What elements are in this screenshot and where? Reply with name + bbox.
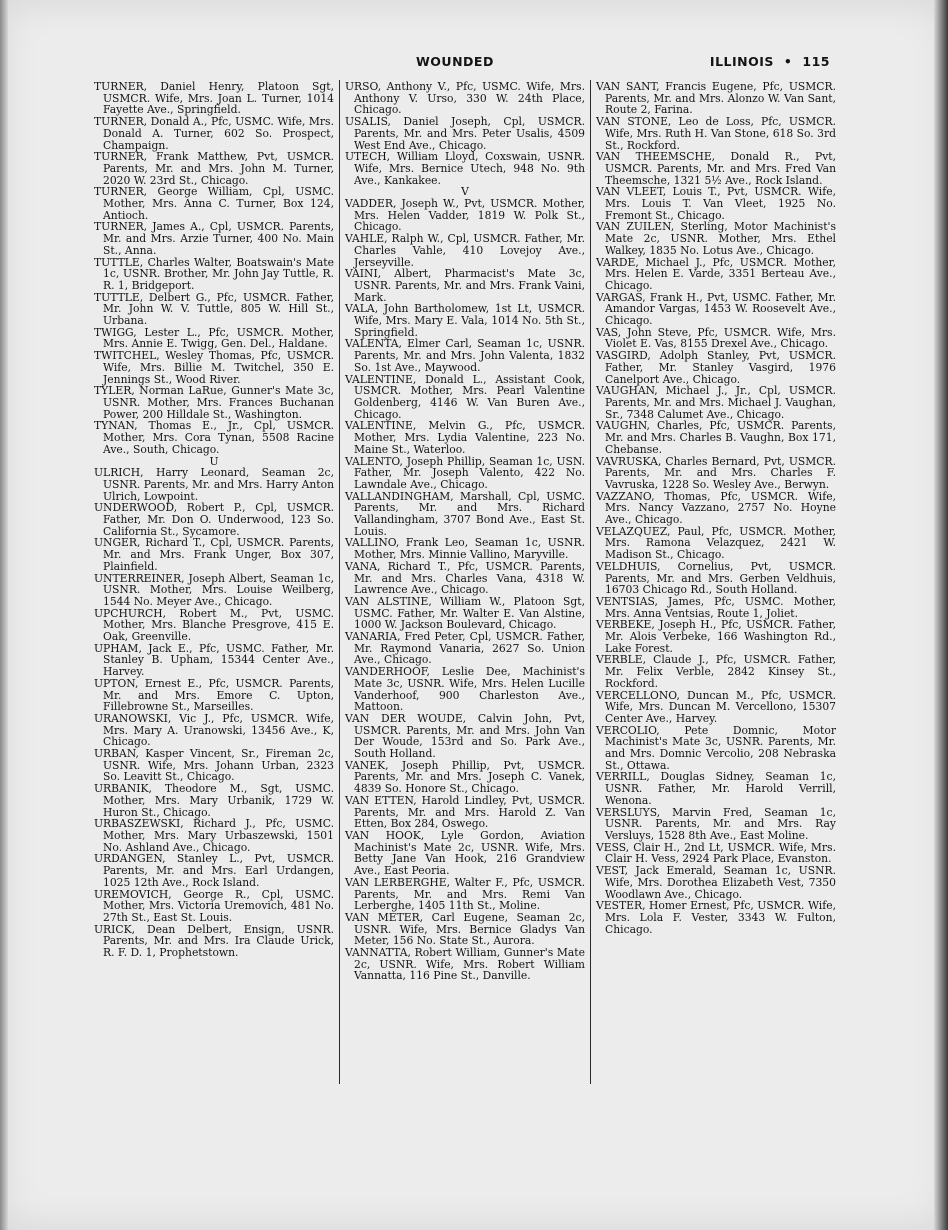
casualty-entry: UNGER, Richard T., Cpl, USMCR. Parents, Mr. and Mrs. Frank Unger, Box 307, Plainfield. [94,536,334,573]
casualty-entry: VELDHUIS, Cornelius, Pvt, USMCR. Parents, Mr. and Mrs. Gerben Veldhuis, 16703 Chicago Rd., South Holland. [596,559,836,597]
casualty-entry: URBANIK, Theodore M., Sgt, USMC. Mother, Mrs. Mary Urbanik, 1729 W. Huron St., Chicago. [94,782,334,819]
casualty-entry: VAHLE, Ralph W., Cpl, USMCR. Father, Mr. Charles Vahle, 410 Lovejoy Ave., Jerseyville. [345,232,585,269]
casualty-entry: VALENTINE, Melvin G., Pfc, USMCR. Mother, Mrs. Lydia Valentine, 223 No. Maine St., Waterloo. [345,419,585,456]
casualty-entry: ULRICH, Harry Leonard, Seaman 2c, USNR. Parents, Mr. and Mrs. Harry Anton Ulrich, Lowpoint. [94,466,334,503]
casualty-entry: VESS, Clair H., 2nd Lt, USMCR. Wife, Mrs. Clair H. Vess, 2924 Park Place, Evanston. [596,840,836,866]
page-edge-right [934,0,948,1230]
casualty-entry: VADDER, Joseph W., Pvt, USMCR. Mother, Mrs. Helen Vadder, 1819 W. Polk St., Chicago. [345,197,585,234]
casualty-entry: VARGAS, Frank H., Pvt, USMC. Father, Mr. Amandor Vargas, 1453 W. Roosevelt Ave., Chicago. [596,290,836,328]
casualty-entry: VAUGHAN, Michael J., Jr., Cpl, USMCR. Parents, Mr. and Mrs. Michael J. Vaughan, Sr., 7348 Calumet Ave., Chicago. [596,384,836,421]
section-letter: U [209,454,219,468]
casualty-entry: VANDERHOOF, Leslie Dee, Machinist's Mate 3c, USNR. Wife, Mrs. Helen Lucille Vanderhoof, 900 Charleston Ave., Mattoon. [345,665,585,714]
casualty-entry: UTECH, William Lloyd, Coxswain, USNR. Wife, Mrs. Bernice Utech, 948 No. 9th Ave., Kankakee. [345,150,585,187]
casualty-entry: VERRILL, Douglas Sidney, Seaman 1c, USNR. Father, Mr. Harold Verrill, Wenona. [596,770,836,807]
casualty-entry: VESTER, Homer Ernest, Pfc, USMCR. Wife, Mrs. Lola F. Vester, 3343 W. Fulton, Chicago. [596,899,836,936]
casualty-entry: UPTON, Ernest E., Pfc, USMCR. Parents, Mr. and Mrs. Emore C. Upton, Fillebrowne St., Marseilles. [94,676,334,714]
header-title: WOUNDED [416,54,494,69]
casualty-entry: UPCHURCH, Robert M., Pvt, USMC. Mother, Mrs. Blanche Presgrove, 415 E. Oak, Greenville. [94,606,334,644]
casualty-entry: TWITCHEL, Wesley Thomas, Pfc, USMCR. Wife, Mrs. Billie M. Twitchel, 350 E. Jennings St., Wood River. [94,349,334,386]
casualty-entry: VANARIA, Fred Peter, Cpl, USMCR. Father, Mr. Raymond Vanaria, 2627 So. Union Ave., Chicago. [345,630,585,667]
casualty-entry: VERCOLIO, Pete Domnic, Motor Machinist's Mate 3c, USNR. Parents, Mr. and Mrs. Domnic Vercolio, 208 Nebraska St., Ottawa. [596,723,836,772]
casualty-entry: VARDE, Michael J., Pfc, USMCR. Mother, Mrs. Helen E. Varde, 3351 Berteau Ave., Chicago. [596,255,836,292]
casualty-entry: VEST, Jack Emerald, Seaman 1c, USNR. Wife, Mrs. Dorothea Elizabeth Vest, 7350 Woodlawn Ave., Chicago. [596,864,836,901]
casualty-entry: VAN ALSTINE, William W., Platoon Sgt, USMC. Father, Mr. Walter E. Van Alstine, 1000 W. Jackson Boulevard, Chicago. [345,594,585,632]
header-right [710,54,830,69]
casualty-entry: VELAZQUEZ, Paul, Pfc, USMCR. Mother, Mrs. Ramona Velazquez, 2421 W. Madison St., Chicago. [596,524,836,562]
page-number: 115 [802,54,830,69]
casualty-entry: URSO, Anthony V., Pfc, USMC. Wife, Mrs. Anthony V. Urso, 330 W. 24th Place, Chicago. [345,80,585,117]
casualty-entry: VASGIRD, Adolph Stanley, Pvt, USMCR. Father, Mr. Stanley Vasgird, 1976 Canelport Ave., Chicago. [596,349,836,386]
casualty-entry: TURNER, Donald A., Pfc, USMC. Wife, Mrs. Donald A. Turner, 602 So. Prospect, Champaign. [94,115,334,152]
casualty-entry: VALENTINE, Donald L., Assistant Cook, USMCR. Mother, Mrs. Pearl Valentine Goldenberg, 4146 W. Van Buren Ave., Chicago. [345,372,585,421]
casualty-entry: VERBEKE, Joseph H., Pfc, USMCR. Father, Mr. Alois Verbeke, 166 Washington Rd., Lake Forest. [596,618,836,655]
casualty-entry: TYNAN, Thomas E., Jr., Cpl, USMCR. Mother, Mrs. Cora Tynan, 5508 Racine Ave., South, Chicago. [94,419,334,456]
casualty-entry: UPHAM, Jack E., Pfc, USMC. Father, Mr. Stanley B. Upham, 15344 Center Ave., Harvey. [94,641,334,679]
casualty-entry: UNDERWOOD, Robert P., Cpl, USMCR. Father, Mr. Don O. Underwood, 123 So. California St., Sycamore. [94,501,334,538]
casualty-entry: VALLINO, Frank Leo, Seaman 1c, USNR. Mother, Mrs. Minnie Vallino, Maryville. [345,536,585,562]
casualty-entry: VANNATTA, Robert William, Gunner's Mate 2c, USNR. Wife, Mrs. Robert William Vannatta, 116 Pine St., Danville. [345,946,585,983]
casualty-entry: VENTSIAS, James, Pfc, USMC. Mother, Mrs. Anna Ventsias, Route 1, Joliet. [596,594,836,620]
casualty-entry: VAINI, Albert, Pharmacist's Mate 3c, USNR. Parents, Mr. and Mrs. Frank Vaini, Mark. [345,267,585,304]
casualty-entry: VAS, John Steve, Pfc, USMCR. Wife, Mrs. Violet E. Vas, 8155 Drexel Ave., Chicago. [596,325,836,351]
page-edge-left [0,0,8,1230]
casualty-entry: VALLANDINGHAM, Marshall, Cpl, USMC. Parents, Mr. and Mrs. Richard Vallandingham, 3707 Bond Ave., East St. Louis. [345,489,585,538]
casualty-entry: VALA, John Bartholomew, 1st Lt, USMCR. Wife, Mrs. Mary E. Vala, 1014 No. 5th St., Springfield. [345,302,585,339]
casualty-entry: USALIS, Daniel Joseph, Cpl, USMCR. Parents, Mr. and Mrs. Peter Usalis, 4509 West End Ave., Chicago. [345,115,585,152]
casualty-entry: URICK, Dean Delbert, Ensign, USNR. Parents, Mr. and Mrs. Ira Claude Urick, R. F. D. 1, Prophetstown. [94,922,334,960]
casualty-entry: TYLER, Norman LaRue, Gunner's Mate 3c, USNR. Mother, Mrs. Frances Buchanan Power, 200 Hilldale St., Washington. [94,384,334,421]
casualty-entry: URBASZEWSKI, Richard J., Pfc, USMC. Mother, Mrs. Mary Urbaszewski, 1501 No. Ashland Ave., Chicago. [94,817,334,854]
casualty-entry: VALENTA, Elmer Carl, Seaman 1c, USNR. Parents, Mr. and Mrs. John Valenta, 1832 So. 1st Ave., Maywood. [345,337,585,374]
casualty-entry: VAUGHN, Charles, Pfc, USMCR. Parents, Mr. and Mrs. Charles B. Vaughn, Box 171, Chebanse. [596,419,836,456]
page-header [94,54,830,72]
casualty-entry: VERBLE, Claude J., Pfc, USMCR. Father, Mr. Felix Verble, 2842 Kinsey St., Rockford. [596,653,836,690]
casualty-entry: VANEK, Joseph Phillip, Pvt, USMCR. Parents, Mr. and Mrs. Joseph C. Vanek, 4839 So. Honore St., Chicago. [345,758,585,796]
column-1 [94,81,334,959]
casualty-entry: URDANGEN, Stanley L., Pvt, USMCR. Parents, Mr. and Mrs. Earl Urdangen, 1025 12th Ave., Rock Island. [94,852,334,889]
casualty-entry: URBAN, Kasper Vincent, Sr., Fireman 2c, USNR. Wife, Mrs. Johann Urban, 2323 So. Leavitt St., Chicago. [94,747,334,784]
casualty-entry: TURNER, George William, Cpl, USMC. Mother, Mrs. Anna C. Turner, Box 124, Antioch. [94,185,334,222]
casualty-entry: VAN ETTEN, Harold Lindley, Pvt, USMCR. Parents, Mr. and Mrs. Harold Z. Van Etten, Box 284, Oswego. [345,793,585,831]
casualty-entry: VAN STONE, Leo de Loss, Pfc, USMCR. Wife, Mrs. Ruth H. Van Stone, 618 So. 3rd St., Rockford. [596,115,836,152]
casualty-entry: VAN SANT, Francis Eugene, Pfc, USMCR. Parents, Mr. and Mrs. Alonzo W. Van Sant, Route 2, Farina. [596,80,836,117]
casualty-entry: VAN ZUILEN, Sterling, Motor Machinist's Mate 2c, USNR. Mother, Mrs. Ethel Walkey, 1835 No. Lotus Ave., Chicago. [596,220,836,257]
section-letter: V [461,185,469,199]
casualty-entry: VERCELLONO, Duncan M., Pfc, USMCR. Wife, Mrs. Duncan M. Vercellono, 15307 Center Ave., Harvey. [596,688,836,725]
casualty-entry: VAN LERBERGHE, Walter F., Pfc, USMCR. Parents, Mr. and Mrs. Remi Van Lerberghe, 1405 11th St., Moline. [345,875,585,913]
casualty-entry: TWIGG, Lester L., Pfc, USMCR. Mother, Mrs. Annie E. Twigg, Gen. Del., Haldane. [94,325,334,351]
column-divider-2 [590,80,591,1084]
casualty-entry: TURNER, Frank Matthew, Pvt, USMCR. Parents, Mr. and Mrs. John M. Turner, 2020 W. 23rd St., Chicago. [94,150,334,187]
casualty-entry: URANOWSKI, Vic J., Pfc, USMCR. Wife, Mrs. Mary A. Uranowski, 13456 Ave., K, Chicago. [94,711,334,749]
column-2 [345,81,585,982]
casualty-entry: VERSLUYS, Marvin Fred, Seaman 1c, USNR. Parents, Mr. and Mrs. Ray Versluys, 1528 8th Ave., East Moline. [596,805,836,842]
casualty-entry: VAZZANO, Thomas, Pfc, USMCR. Wife, Mrs. Nancy Vazzano, 2757 No. Hoyne Ave., Chicago. [596,489,836,527]
casualty-entry: VAVRUSKA, Charles Bernard, Pvt, USMCR. Parents, Mr. and Mrs. Charles F. Vavruska, 1228 So. Wesley Ave., Berwyn. [596,454,836,491]
casualty-entry: UNTERREINER, Joseph Albert, Seaman 1c, USNR. Mother, Mrs. Louise Weilberg, 1544 No. Meyer Ave., Chicago. [94,571,334,608]
column-3 [596,81,836,935]
casualty-entry: TUTTLE, Delbert G., Pfc, USMCR. Father, Mr. John W. V. Tuttle, 805 W. Hill St., Urbana. [94,290,334,328]
casualty-entry: VAN VLEET, Louis T., Pvt, USMCR. Wife, Mrs. Louis T. Van Vleet, 1925 No. Fremont St., Chicago. [596,185,836,222]
casualty-entry: VALENTO, Joseph Phillip, Seaman 1c, USN. Father, Mr. Joseph Valento, 422 No. Lawndale Ave., Chicago. [345,454,585,491]
casualty-entry: VAN DER WOUDE, Calvin John, Pvt, USMCR. Parents, Mr. and Mrs. John Van Der Woude, 153rd and So. Park Ave., South Holland. [345,711,585,761]
casualty-entry: VANA, Richard T., Pfc, USMCR. Parents, Mr. and Mrs. Charles Vana, 4318 W. Lawrence Ave., Chicago. [345,559,585,597]
column-divider-1 [339,80,340,1084]
bullet-icon: • [783,54,793,69]
header-state: ILLINOIS [709,54,774,69]
casualty-entry: UREMOVICH, George R., Cpl, USMC. Mother, Mrs. Victoria Uremovich, 481 No. 27th St., East St. Louis. [94,887,334,924]
casualty-entry: TURNER, James A., Cpl, USMCR. Parents, Mr. and Mrs. Arzie Turner, 400 No. Main St., Anna. [94,220,334,257]
casualty-entry: TUTTLE, Charles Walter, Boatswain's Mate 1c, USNR. Brother, Mr. John Jay Tuttle, R. R. 1, Bridgeport. [94,255,334,292]
casualty-entry: VAN THEEMSCHE, Donald R., Pvt, USMCR. Parents, Mr. and Mrs. Fred Van Theemsche, 1321 5½ Ave., Rock Island. [596,150,836,187]
casualty-entry: VAN HOOK, Lyle Gordon, Aviation Machinist's Mate 2c, USNR. Wife, Mrs. Betty Jane Van Hook, 216 Grandview Ave., East Peoria. [345,829,585,878]
casualty-entry: TURNER, Daniel Henry, Platoon Sgt, USMCR. Wife, Mrs. Joan L. Turner, 1014 Fayette Ave., Springfield. [94,80,334,117]
casualty-entry: VAN METER, Carl Eugene, Seaman 2c, USNR. Wife, Mrs. Bernice Gladys Van Meter, 156 No. State St., Aurora. [345,910,585,948]
